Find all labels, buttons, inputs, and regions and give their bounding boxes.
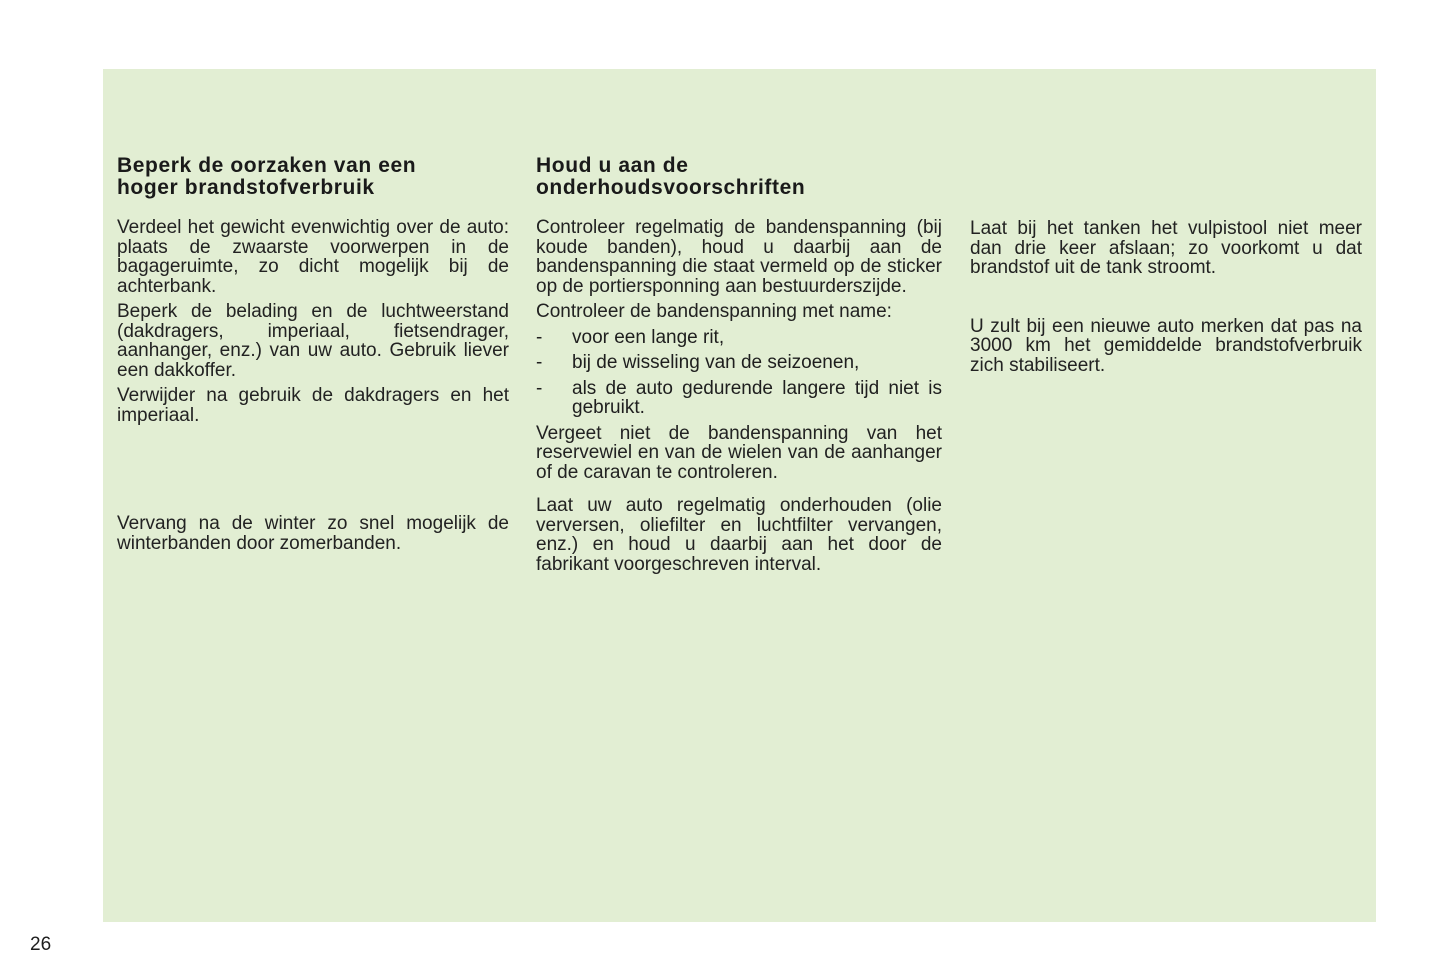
heading-line-1: Houd u aan de: [536, 154, 689, 177]
column-maintenance: [536, 155, 942, 574]
list-item-text: als de auto gedurende langere tijd niet is gebruikt.: [572, 377, 942, 418]
paragraph-new-car-consumption: U zult bij een nieuwe auto merken dat pas na 3000 km het gemiddelde brandstofverbruik zich stabiliseert.: [970, 315, 1362, 376]
paragraph-regular-service: Laat uw auto regelmatig onderhouden (olie verversen, oliefilter en luchtfilter vervangen, enz.) en houd u daarbij aan het door de fabrikant voorgeschreven interval.: [536, 495, 942, 575]
column-refuelling: [970, 155, 1362, 375]
list-item-text: bij de wisseling van de seizoenen,: [572, 352, 860, 373]
heading-line-2: hoger brandstofverbruik: [117, 176, 375, 199]
list-dash: -: [536, 352, 543, 373]
list-item: [536, 353, 942, 373]
heading-line-1: Beperk de oorzaken van een: [117, 154, 417, 177]
paragraph-winter-tyres: Vervang na de winter zo snel mogelijk de winterbanden door zomerbanden.: [117, 513, 509, 554]
heading-limit-fuel-consumption: [117, 155, 509, 199]
content-panel: [103, 69, 1376, 922]
paragraph-fuel-nozzle: Laat bij het tanken het vulpistool niet meer dan drie keer afslaan; zo voorkomt u dat brandstof uit de tank stroomt.: [970, 218, 1362, 278]
list-item: [536, 328, 942, 348]
paragraph-remove-roof-bars: Verwijder na gebruik de dakdragers en het imperiaal.: [117, 385, 509, 426]
paragraph-load-and-drag: Beperk de belading en de luchtweerstand (dakdragers, imperiaal, fietsendrager, aanhanger, enz.) van uw auto. Gebruik liever een dakkoffer.: [117, 301, 509, 381]
list-item-text: voor een lange rit,: [572, 326, 725, 348]
list-dash: -: [536, 326, 543, 348]
heading-line-2: onderhoudsvoorschriften: [536, 176, 806, 199]
heading-maintenance-schedule: [536, 155, 942, 199]
list-dash: -: [536, 377, 543, 399]
paragraph-spare-wheel: Vergeet niet de bandenspanning van het reservewiel en van de wielen van de aanhanger of de caravan te controleren.: [536, 422, 942, 483]
page-number: 26: [30, 934, 52, 955]
paragraph-check-pressure-when: Controleer de bandenspanning met name:: [536, 301, 892, 322]
list-item: [536, 379, 942, 418]
paragraph-tyre-pressure: Controleer regelmatig de bandenspanning (bij koude banden), houd u daarbij aan de bandenspanning die staat vermeld op de sticker op de portiersponning aan bestuurderszijde.: [536, 217, 942, 297]
paragraph-weight-distribution: Verdeel het gewicht evenwichtig over de auto: plaats de zwaarste voorwerpen in de bagageruimte, zo dicht mogelijk bij de achterbank.: [117, 217, 509, 297]
list-check-occasions: [536, 328, 942, 418]
column-fuel-consumption: [117, 155, 509, 553]
